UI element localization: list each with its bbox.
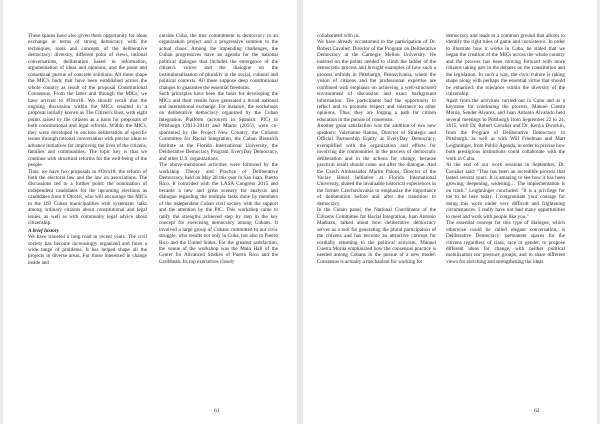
paragraph: We have already accustomed to the participation of Dr. Robert Cavalier, Director of the Program on Deliberative Democracy at the Carnegie Mellon University. He insisted on the points needed to climb the ladder of the democratic process and brought examples of how such a process unfolds in Pittsburgh, Pennsylvania, where the vision of citizens and the professional expertise are combined with emphasis on achieving a well-structured environment of discussion and exact background information. The participants had the opportunity to reflect and to promote respect and tolerance to other opinions. Thus, they are forging a path for citizen education in the pursue of consensus. bbox=[317, 39, 436, 123]
section-heading: A brief history bbox=[28, 227, 60, 234]
paragraph: collaborated with us. bbox=[317, 33, 360, 39]
paragraph: In the Cuban panel, the National Coordinator of the Citizens Committee for Racial Integration, Juan Antonio Madrazo, talked about how deliberative democracy serves as a tool for generating the plural participation of the citizens and has become an attractive concept for cordially returning to the political activism. Manuel Cuesta Morúa emphasized how the consensus practice is needed among Cubans in the pursue of a new model. Consensus is actually a mechanism for working for bbox=[317, 207, 436, 265]
paragraph: The above-mentioned activities were followed by the workshop Theory and Practice of Deliberative Democracy, held on May 28 this year in San Juan, Puerto Rico. It coincided with the LASA Congress 2015 and became a new and great scenery for analysis and dialogue regarding the multiple tasks done by members of the independent Cuban civil society with the support and the attention by the PIC. This workshop came to ratify the strengths achieved step by step in the key concept for exercising democracy among Cubans. It involved a large group of Cubans committed to our civic struggle, who results not only in Cuba, but also in Puerto Rico and the United States. For the greatest satisfaction, the venue of the workshop was the Main Hall of the Center for Advanced Studies of Puerto Rico and the Caribbean. Its top executives closely bbox=[159, 162, 278, 265]
paragraph: At the end of our work sessions in September, Dr. Cavalier said: "This has been an incredible process that lasted several years. It is amazing to see how it has been growing, deepening, widening… The implementation is on track." Leighninger concluded: "It is a privilege for me to be here today. I congratulate your courage for doing this work under very difficult and frightening circumstances. I really have not had many opportunities to meet and work with people like you." bbox=[446, 162, 565, 220]
paragraph: outside Cuba, the true commitment is democracy in an organization project and a progressive solution to the actual chaos. Among the impending challenges, the Cuban progressives have an agenda for the national political dialogue that includes the emergence of the citizen's voices and the dialogue on the institutionalization of plurality in the social, cultural and political contexts. All these suppose deep constitutional changes to guarantee the essential freedoms. bbox=[159, 33, 278, 91]
right-page-column-2 bbox=[446, 33, 565, 405]
page-number: 62 bbox=[534, 408, 540, 414]
paragraph: Such principles have been the basis for developing the MICs and their results have generated a broad national and international exchange. For instance, the workshops on deliberative democracy organized by the Cuban Integration Platform (acronym in Spanish: PIC) in Pittsburgh (2013-2014) and Miami (2015), were co-sponsored by the Project New Country, the Citizens Committee for Racial Integration, the Cuban Research Institute at the Florida International University, the Deliberative Democracy Program, EveryDay Democracy, and other U.S. organizations. bbox=[159, 91, 278, 162]
left-page-column-2 bbox=[159, 33, 278, 405]
left-page-column-1 bbox=[28, 33, 147, 405]
page-right bbox=[303, 0, 597, 424]
paragraph: The essential concept for this type of dialogue, which otherwise could be called elegant conversation, is Deliberative Democracy: permanent spaces for the citizens regardless of class, race or gender, to propose different ideas for change, with neither political mobilization nor pressure groups, and to share different views for enriching and strengthening the ideas bbox=[446, 220, 565, 265]
page-number: 61 bbox=[214, 408, 220, 414]
paragraph: Thus, we have two proposals in #Otro18: the reform of both the electoral law and the law on associations. The discussions led to a further point: the nomination of independent candidates for the upcoming elections as candidates from # Otro18, who will encourage the MICs in the 169 Cuban municipalities with systematic talks among ordinary citizens about constitutional and legal issues, as well as with community legal advice about citizenship. bbox=[28, 168, 147, 227]
paragraph: Another great satisfaction was the addition of two new speakers: Valerianne Ramos, Director of Strategic and Official Partnership Equity at EveryDay Democracy, exemplified with the organization and efforts for involving the communities in the process of democratic deliberation and in the actions for change, because practical result should come out after the dialogue. And the Czech Ambassador Martin Palous, Director of the Vaclav Havel Initiative at Florida International University, shared the invaluable historical experiences in the former Czechoslovakia to emphasize the importance of deliberation before and after the transition to democracy. bbox=[317, 123, 436, 207]
page-left bbox=[3, 0, 297, 424]
paragraph: We have traveled a long road in recent years. The civil society has become increasingly organized and faces a wide range of problems. It has helped shape all the projects in diverse areas. For those interested in change inside and bbox=[28, 234, 147, 266]
right-page-column-1 bbox=[317, 33, 436, 405]
paragraph: These spaces have also given them opportunity for ideas exchange in terms of strong democracy with the techniques, tools and concepts of the deliberative democracy: diversity, different point of views, rational conversations, deliberation based in information, argumentation of ideas and opinions, and the point and consensual pursue of concrete solutions. All these shape the MIC's body that have been established across the whole country as result of the proposal Constitutional Consensus. From the latter and through the MICs, we have arrived to #Otro18. We should recall that the ongoing discussion within the MICs resulted in a proposal initially known as The Citizen's Bust, with eight points raised by the citizens as a basis for proposals of both constitutional and legal reforms. Within the MICs, they were developed to enclose deliberation of specific issues through rational conversation with precise ideas to advance initiatives for improving the lives of the citizens, families and communities. The topic key is that we continue with structural reforms for the well-being of the people. bbox=[28, 33, 147, 169]
paragraph: Apart from the activities carried out in Cuba and as a keystone for continuing the process, Manuel Cuesta Morúa, Sender Alvarez, and Juan Antonio Alvarado held several meetings in Pittsburgh from September 22 to 24, 2015, with Dr. Robert Cavalier and Dr. Kenya Dworkin, from the Program of Deliberative Democracy in Pittsburgh, as well as with Will Friedman and Matt Leighninger, from Public Agenda, in order to precise how both prestigious institutions could collaborate with the work in Cuba. bbox=[446, 97, 565, 162]
paragraph: democracy and leads to a common ground that allows to identify the right rules of game and coexistence. In order to illustrate how it works in Cuba, he stated that we began the creation of the MICs across the whole country and the process has been moving forward with more citizens taking part in the debates on the constitution and the legislation. In such a way, the civic culture is taking shape along with perhaps the essential virtue that should be enhanced: the tolerance within the diversity of the citizenship. bbox=[446, 33, 565, 98]
